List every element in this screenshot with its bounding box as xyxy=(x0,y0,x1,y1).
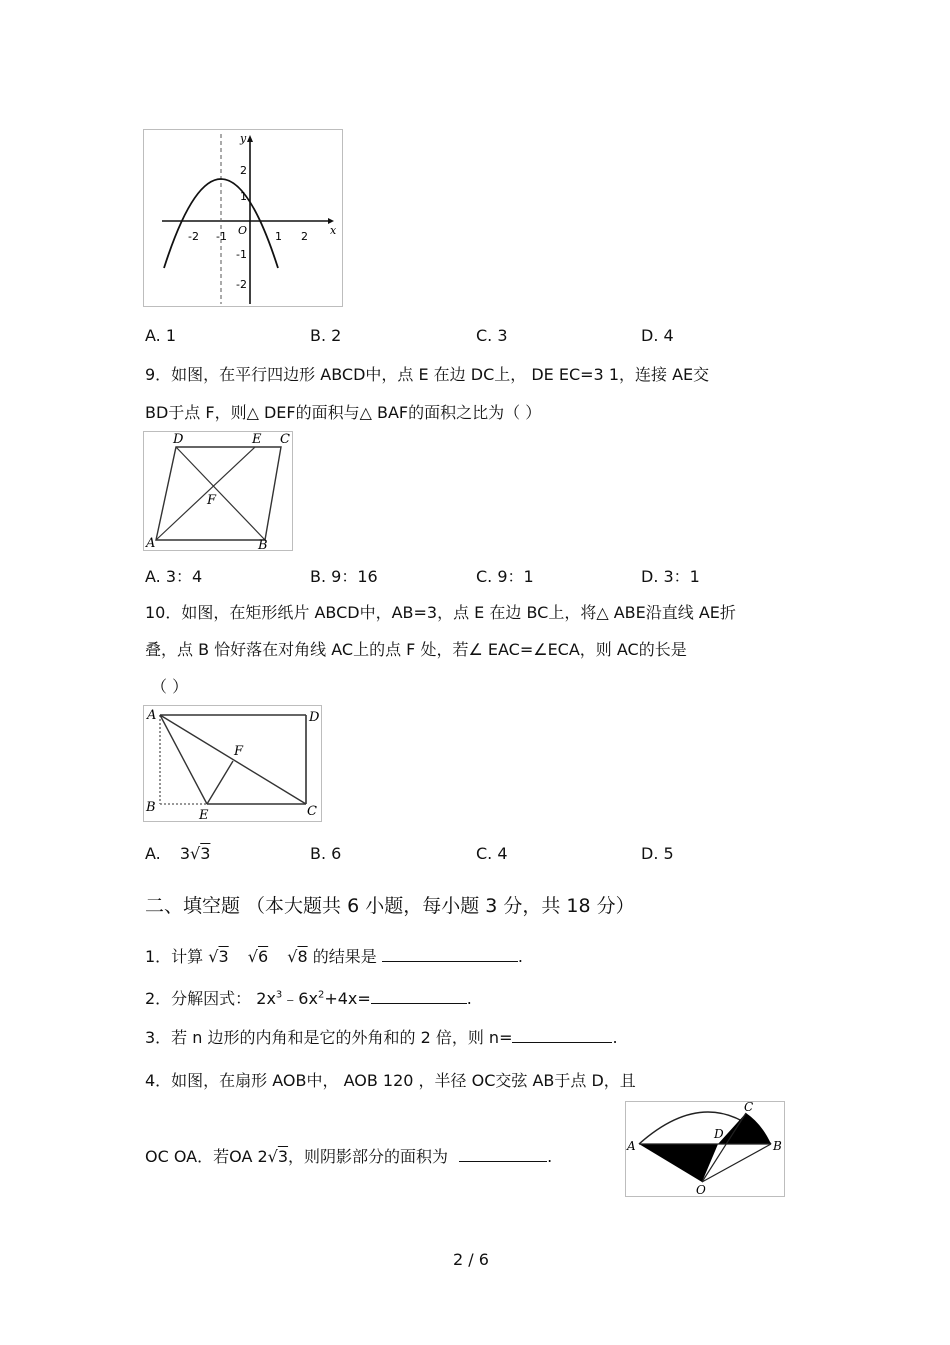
radical-sign-icon: √ xyxy=(190,844,201,863)
fill-question-4-line1: 4．如图，在扇形 AOB中， AOB 120 ，半径 OC交弦 AB于点 D，且 xyxy=(145,1071,636,1090)
f2-exponent: 2 xyxy=(317,989,325,1001)
answer-blank[interactable] xyxy=(382,947,518,962)
point-label: A xyxy=(147,708,157,723)
x-tick-label: -2 xyxy=(188,230,199,243)
f2-middle: ﹣6x xyxy=(282,989,318,1008)
point-label: C xyxy=(307,804,317,819)
f4-period: . xyxy=(547,1147,553,1166)
f3-period: . xyxy=(612,1028,618,1047)
q10-option-a xyxy=(145,844,210,863)
q9-stem-line2: BD于点 F，则△ DEF的面积与△ BAF的面积之比为（ ） xyxy=(145,403,542,422)
y-tick-label: 2 xyxy=(240,164,247,177)
q10-option-a-radicand: 3 xyxy=(200,844,211,863)
f1-radicand: 3 xyxy=(218,947,229,966)
f1-prefix: 1．计算 xyxy=(145,947,204,966)
fill-question-2 xyxy=(145,986,472,1009)
point-label: D xyxy=(173,432,184,447)
x-tick-label: 2 xyxy=(301,230,308,243)
radical-sign-icon: √ xyxy=(247,947,258,966)
q10-stem-line2: 叠，点 B 恰好落在对角线 AC上的点 F 处，若∠ EAC=∠ECA，则 AC的长是 xyxy=(145,640,687,659)
q9-option-d: D. 3：1 xyxy=(641,567,700,586)
point-label: A xyxy=(146,536,156,550)
q10-option-d: D. 5 xyxy=(641,844,674,863)
point-label: B xyxy=(146,800,156,815)
point-label: O xyxy=(696,1183,706,1196)
y-tick-label: 1 xyxy=(240,190,247,203)
segment-ae xyxy=(156,447,255,540)
f2-prefix: 2．分解因式： 2x xyxy=(145,989,276,1008)
q8-option-a: A. 1 xyxy=(145,326,177,345)
fill-question-1 xyxy=(145,944,523,967)
q10-stem-line1: 10．如图，在矩形纸片 ABCD中，AB=3，点 E 在边 BC上，将△ ABE沿直线 AE折 xyxy=(145,603,736,622)
point-label: F xyxy=(234,744,244,759)
y-axis-label: y xyxy=(240,132,247,145)
point-label: B xyxy=(773,1139,782,1153)
q10-rectangle-figure xyxy=(143,705,322,822)
answer-blank[interactable] xyxy=(459,1147,547,1162)
point-label: D xyxy=(714,1127,724,1141)
point-label: C xyxy=(744,1102,754,1114)
q8-graph xyxy=(143,129,343,307)
fill-question-4-line2 xyxy=(145,1144,552,1167)
f4-given: OA 2 xyxy=(229,1147,268,1166)
q8-option-b: B. 2 xyxy=(310,326,342,345)
point-label: D xyxy=(309,710,320,725)
segment-ae xyxy=(160,715,207,804)
q9-option-b: B. 9：16 xyxy=(310,567,378,586)
segment-ef xyxy=(207,761,233,804)
y-tick-label: -1 xyxy=(236,248,247,261)
y-axis-arrow xyxy=(247,135,253,142)
f3-text: 3．若 n 边形的内角和是它的外角和的 2 倍，则 n= xyxy=(145,1028,513,1047)
f2-middle: +4x= xyxy=(324,989,371,1008)
f2-period: . xyxy=(466,989,472,1008)
fill-question-3 xyxy=(145,1025,618,1048)
point-label: E xyxy=(199,808,209,821)
answer-blank[interactable] xyxy=(512,1028,612,1043)
f4-condition: OC OA．若 xyxy=(145,1147,230,1166)
q9-option-a: A. 3：4 xyxy=(145,567,203,586)
q10-option-b: B. 6 xyxy=(310,844,342,863)
point-label: E xyxy=(252,432,262,447)
q10-option-a-letter: A. xyxy=(145,844,161,863)
q10-stem-line3: （ ） xyxy=(151,677,189,696)
f4-question: ，则阴影部分的面积为 xyxy=(288,1147,449,1166)
x-tick-label: 1 xyxy=(275,230,282,243)
q10-option-a-coefficient: 3 xyxy=(179,844,191,863)
answer-blank[interactable] xyxy=(371,989,467,1004)
section-title: 二、填空题 （本大题共 6 小题，每小题 3 分，共 18 分） xyxy=(145,895,635,917)
y-tick-label: -2 xyxy=(236,278,247,291)
f4-sector-figure xyxy=(625,1101,785,1197)
f4-radicand: 3 xyxy=(277,1147,289,1166)
q8-option-c: C. 3 xyxy=(476,326,508,345)
x-axis-label: x xyxy=(330,224,337,237)
diagonal-ac xyxy=(160,715,306,804)
point-label: A xyxy=(627,1139,636,1153)
segment-bd xyxy=(176,447,265,540)
q8-graph-svg xyxy=(144,130,342,306)
f1-suffix: 的结果是 xyxy=(312,947,377,966)
point-label: B xyxy=(258,538,268,550)
q9-figure-svg xyxy=(144,432,292,550)
f1-period: . xyxy=(517,947,523,966)
q9-option-c: C. 9：1 xyxy=(476,567,534,586)
parallelogram xyxy=(156,447,281,540)
radical-sign-icon: √ xyxy=(208,947,219,966)
radical-sign-icon: √ xyxy=(267,1147,278,1166)
f2-exponent: 3 xyxy=(275,989,283,1001)
f1-radicand: 6 xyxy=(257,947,269,966)
f1-radicand: 8 xyxy=(297,947,308,966)
q10-figure-svg xyxy=(144,706,321,821)
page-number: 2 / 6 xyxy=(453,1250,489,1269)
shaded-segment-region xyxy=(718,1113,771,1144)
radical-sign-icon: √ xyxy=(287,947,298,966)
point-label: F xyxy=(207,493,217,508)
q8-option-d: D. 4 xyxy=(641,326,674,345)
point-label: C xyxy=(280,432,290,447)
q9-parallelogram-figure xyxy=(143,431,293,551)
x-tick-label: -1 xyxy=(216,230,227,243)
f4-figure-svg xyxy=(626,1102,784,1196)
q9-stem-line1: 9．如图，在平行四边形 ABCD中，点 E 在边 DC上， DE EC=3 1，连接 AE交 xyxy=(145,365,710,384)
origin-label: O xyxy=(238,224,248,237)
q10-option-c: C. 4 xyxy=(476,844,508,863)
